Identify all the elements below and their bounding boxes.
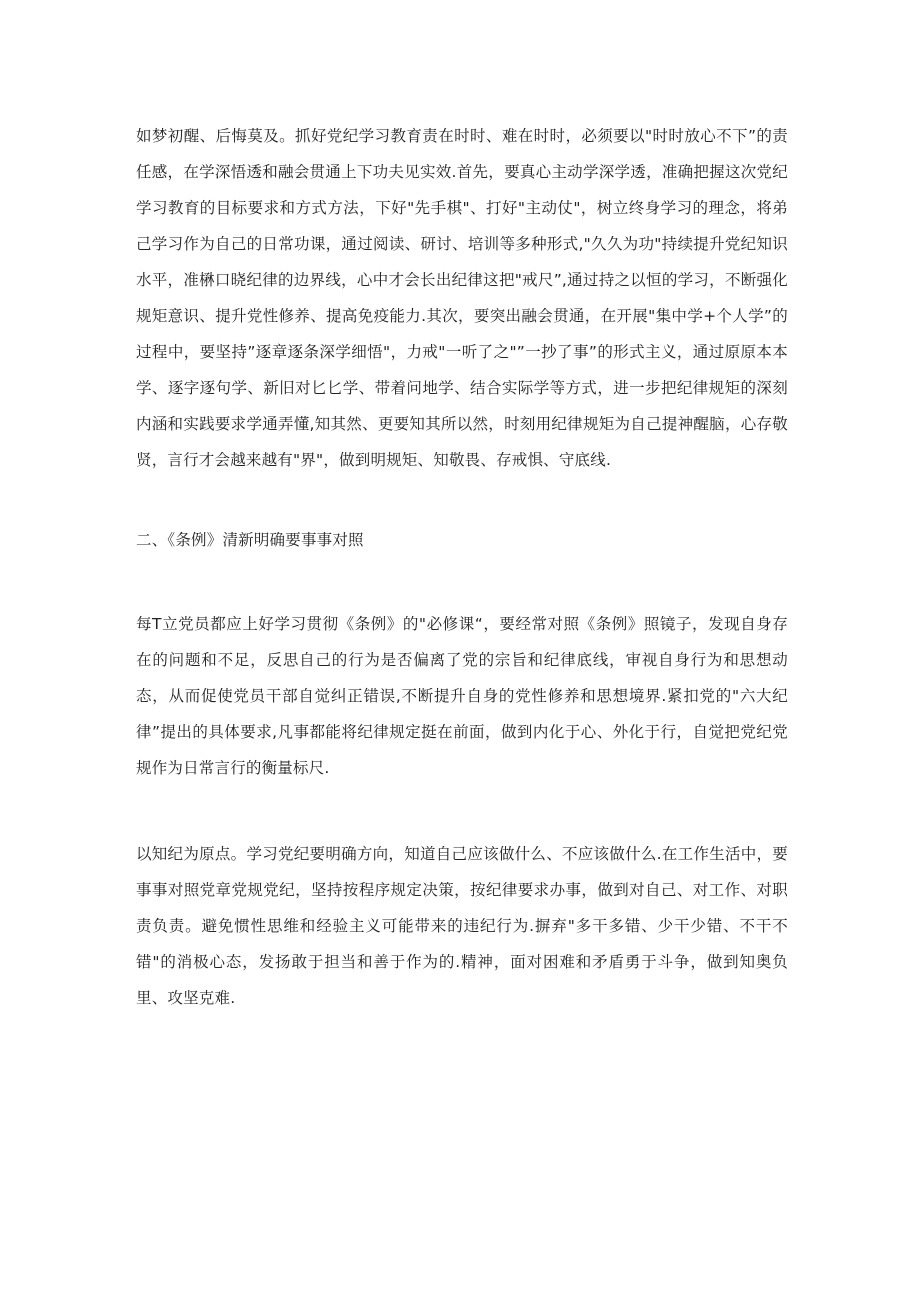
- paragraph-know-discipline: 以知纪为原点。学习党纪要明确方向，知道自己应该做什么、不应该做什么.在工作生活中，要事事对照党章党规党纪，坚持按程序规定决策，按纪律要求办事，做到对自己、对工作、对职责负责。避免惯性思维和经验主义可能带来的违纪行为.摒弃"多干多错、少干少错、不干不错"的消极心态，发扬敢于担当和善于作为的.精神，面对困难和矛盾勇于斗争，做到知奥负里、攻坚克难.: [136, 845, 788, 1007]
- section-heading-regulations: 二、《条例》清新明确要事事对照: [136, 531, 364, 549]
- document-page: [136, 118, 788, 1016]
- paragraph-discipline-study: 如梦初醒、后悔莫及。抓好党纪学习教育责在时时、难在时时，必须要以"时时放心不下”的责任感，在学深悟透和融会贯通上下功夫见实效.首先，要真心主动学深学透，准确把握这次党纪学习教育的目标要求和方式方法，下好"先手棋"、打好"主动仗"，树立终身学习的理念，将弟己学习作为自己的日常功课，通过阅读、研讨、培训等多种形式,"久久为功"持续提升党纪知识水平，准楙口晓纪律的边界线，心中才会长出纪律这把"戒尺”,通过持之以恒的学习，不断强化规矩意识、提升党性修养、提高免疫能力.其次，要突出融会贯通，在开展"集中学+个人学”的过程中，要坚持”逐章逐条深学细悟"，力戒"一听了之"”一抄了事”的形式主义，通过原原本本学、逐字逐句学、新旧对匕匕学、带着问地学、结合实际学等方式，进一步把纪律规矩的深刻内涵和实践要求学通弄懂,知其然、更要知其所以然，时刻用纪律规矩为自己提神醒脑，心存敬贤，言行才会越来越有"界"，做到明规矩、知敬畏、存戒惧、守底线.: [136, 127, 788, 469]
- paragraph-spacer: [136, 558, 788, 606]
- paragraph-spacer: [136, 478, 788, 522]
- paragraph-compulsory-course: 每T立党员都应上好学习贯彻《条例》的"必修课“，要经常对照《条例》照镜子，发现自身存在的问题和不足，反思自己的行为是否偏离了党的宗旨和纪律底线，审视自身行为和思想动态，从而促使党员干部自觉纠正错误,不断提升自身的党性修养和思想境界.紧扣党的"六大纪律”提出的具体要求,凡事都能将纪律规定挺在前面，做到内化于心、外化于行，自觉把党纪党规作为日常言行的衡量标尺.: [136, 615, 788, 777]
- paragraph-spacer: [136, 786, 788, 836]
